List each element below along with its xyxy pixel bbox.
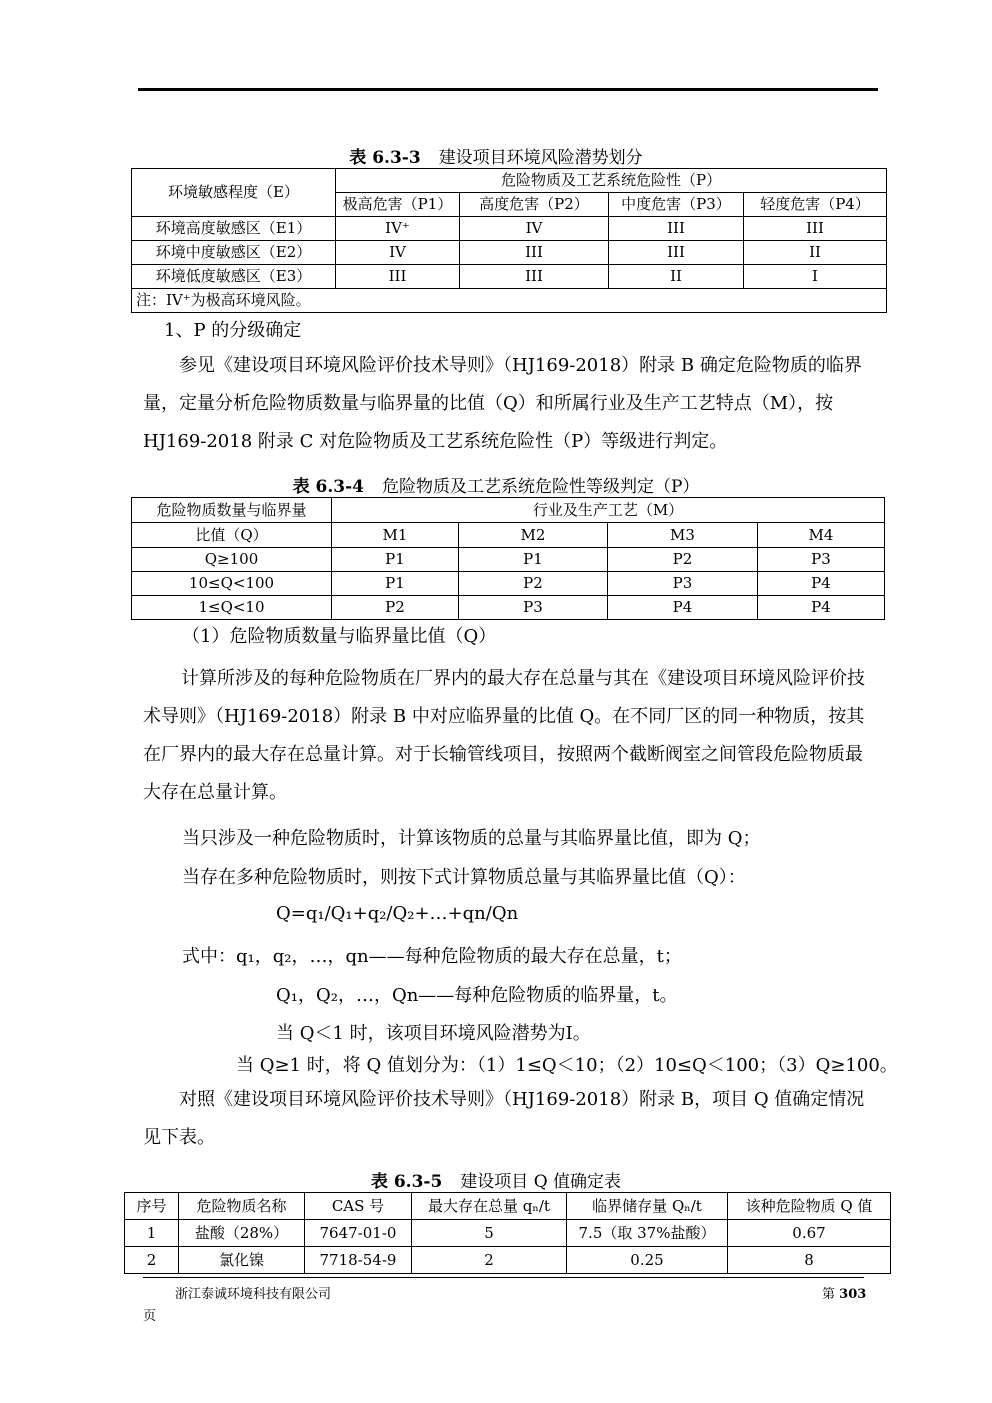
- table-header-cell: 行业及生产工艺（M）: [332, 498, 885, 523]
- text-line: 当只涉及一种危险物质时，计算该物质的总量与其临界量比值，即为 Q；: [182, 828, 761, 849]
- text-line: 当 Q≥1 时，将 Q 值划分为：（1）1≤Q＜10；（2）10≤Q＜100；（3）Q≥100。: [236, 1055, 898, 1076]
- table-header-cell: 危险物质及工艺系统危险性（P）: [336, 169, 887, 193]
- table-cell: 1: [125, 1220, 179, 1247]
- footer-page-number: [822, 1283, 866, 1302]
- table-caption: [0, 472, 992, 497]
- table-cell: 环境低度敏感区（E3）: [132, 265, 336, 289]
- table-cell: P3: [758, 548, 885, 572]
- table-cell: I: [744, 265, 887, 289]
- table-cell: IV: [336, 241, 460, 265]
- paragraph: 对照《建设项目环境风险评价技术导则》（HJ169-2018）附录 B，项目 Q 值确定情况见下表。: [143, 1089, 865, 1148]
- table-header-cell: 极高危害（P1）: [336, 193, 460, 217]
- table-title: 危险物质及工艺系统危险性等级判定（P）: [381, 477, 700, 497]
- table-header-cell: 轻度危害（P4）: [744, 193, 887, 217]
- table-cell: 7718-54-9: [305, 1247, 412, 1274]
- table-cell: P3: [608, 572, 758, 596]
- table-cell: 1≤Q<10: [132, 596, 332, 620]
- table-cell: P2: [332, 596, 459, 620]
- table-cell: II: [609, 265, 744, 289]
- table-cell: P1: [332, 572, 459, 596]
- table-cell: III: [460, 241, 609, 265]
- table-number: 表 6.3-4: [292, 477, 364, 497]
- table-cell: P2: [608, 548, 758, 572]
- text-line: 当 Q＜1 时，该项目环境风险潜势为Ⅰ。: [276, 1023, 591, 1044]
- paragraph: 计算所涉及的每种危险物质在厂界内的最大存在总量与其在《建设项目环境风险评价技术导则》（HJ169-2018）附录 B 中对应临界量的比值 Q。在不同厂区的同一种物质，按其在厂界内的最大存在总量计算。对于长输管线项目，按照两个截断阀室之间管段危险物质最大存在总量计算。: [143, 668, 865, 803]
- paragraph: 参见《建设项目环境风险评价技术导则》（HJ169-2018）附录 B 确定危险物质的临界量，定量分析危险物质数量与临界量的比值（Q）和所属行业及生产工艺特点（M），按 HJ169-2018 附录 C 对危险物质及工艺系统危险性（P）等级进行判定。: [143, 355, 862, 452]
- table-cell: 8: [728, 1247, 891, 1274]
- table-cell: 氯化镍: [179, 1247, 305, 1274]
- table-title: 建设项目 Q 值确定表: [460, 1172, 622, 1192]
- table-number: 表 6.3-3: [349, 148, 421, 168]
- table-cell: 10≤Q<100: [132, 572, 332, 596]
- table-cell: IV: [460, 217, 609, 241]
- table-cell: 5: [412, 1220, 567, 1247]
- table-cell: 0.67: [728, 1220, 891, 1247]
- table-cell: III: [609, 241, 744, 265]
- table-header-cell: 比值（Q）: [132, 523, 332, 548]
- sub-heading: （1）危险物质数量与临界量比值（Q）: [182, 626, 497, 647]
- table-cell: P1: [459, 548, 608, 572]
- page-prefix: 第: [822, 1287, 836, 1302]
- table-row: [132, 265, 887, 289]
- table-cell: P3: [459, 596, 608, 620]
- table-header-cell: 危险物质名称: [179, 1193, 305, 1220]
- table-cell: P1: [332, 548, 459, 572]
- table-row: [125, 1220, 891, 1247]
- table-header-cell: M1: [332, 523, 459, 548]
- table-cell: 7.5（取 37%盐酸）: [567, 1220, 728, 1247]
- table-cell: P4: [758, 596, 885, 620]
- table-cell: II: [744, 241, 887, 265]
- table-cell: III: [336, 265, 460, 289]
- text-line: 当存在多种危险物质时，则按下式计算物质总量与其临界量比值（Q）：: [182, 867, 746, 888]
- table-row: [132, 596, 885, 620]
- table-header-cell: 该种危险物质 Q 值: [728, 1193, 891, 1220]
- page-number: 303: [839, 1287, 867, 1302]
- table-row: [132, 241, 887, 265]
- table-cell: III: [609, 217, 744, 241]
- table-cell: 2: [125, 1247, 179, 1274]
- table-cell: P2: [459, 572, 608, 596]
- table-cell: P4: [608, 596, 758, 620]
- table-header-cell: M2: [459, 523, 608, 548]
- header-rule: [138, 88, 878, 91]
- table-header-cell: 环境敏感程度（E）: [132, 169, 336, 217]
- table-header-cell: 中度危害（P3）: [609, 193, 744, 217]
- footer-company: 浙江泰诚环境科技有限公司: [175, 1287, 332, 1302]
- risk-potential-table: [131, 168, 887, 313]
- table-cell: 环境中度敏感区（E2）: [132, 241, 336, 265]
- table-cell: 7647-01-0: [305, 1220, 412, 1247]
- table-cell: 盐酸（28%）: [179, 1220, 305, 1247]
- table-cell: P4: [758, 572, 885, 596]
- table-row: [132, 572, 885, 596]
- table-header-cell: M3: [608, 523, 758, 548]
- table-row: [125, 1247, 891, 1274]
- table-cell: IV⁺: [336, 217, 460, 241]
- table-header-cell: M4: [758, 523, 885, 548]
- footer-page-suffix: 页: [143, 1309, 157, 1324]
- table-header-cell: CAS 号: [305, 1193, 412, 1220]
- table-caption: [0, 1167, 992, 1192]
- formula-definition: Q₁，Q₂，…，Qn——每种危险物质的临界量，t。: [276, 985, 678, 1006]
- table-header-cell: 高度危害（P2）: [460, 193, 609, 217]
- section-heading: 1、P 的分级确定: [164, 320, 302, 341]
- table-row: [132, 548, 885, 572]
- table-header-cell: 危险物质数量与临界量: [132, 498, 332, 523]
- table-title: 建设项目环境风险潜势划分: [438, 148, 643, 168]
- table-caption: [0, 143, 992, 168]
- formula: Q=q₁/Q₁+q₂/Q₂+…+qn/Qn: [276, 903, 519, 924]
- table-cell: Q≥100: [132, 548, 332, 572]
- table-cell: III: [744, 217, 887, 241]
- footer-rule: [143, 1277, 864, 1278]
- hazard-level-table: [131, 497, 885, 620]
- table-note: 注：IV⁺为极高环境风险。: [132, 289, 887, 313]
- q-value-table: [124, 1192, 891, 1274]
- table-header-cell: 最大存在总量 qₙ/t: [412, 1193, 567, 1220]
- table-header-cell: 临界储存量 Qₙ/t: [567, 1193, 728, 1220]
- formula-definition: 式中：q₁，q₂，…，qn——每种危险物质的最大存在总量，t；: [182, 946, 682, 967]
- table-cell: 环境高度敏感区（E1）: [132, 217, 336, 241]
- table-header-cell: 序号: [125, 1193, 179, 1220]
- table-cell: 2: [412, 1247, 567, 1274]
- table-cell: 0.25: [567, 1247, 728, 1274]
- table-number: 表 6.3-5: [370, 1172, 443, 1192]
- table-cell: III: [460, 265, 609, 289]
- table-row: [132, 217, 887, 241]
